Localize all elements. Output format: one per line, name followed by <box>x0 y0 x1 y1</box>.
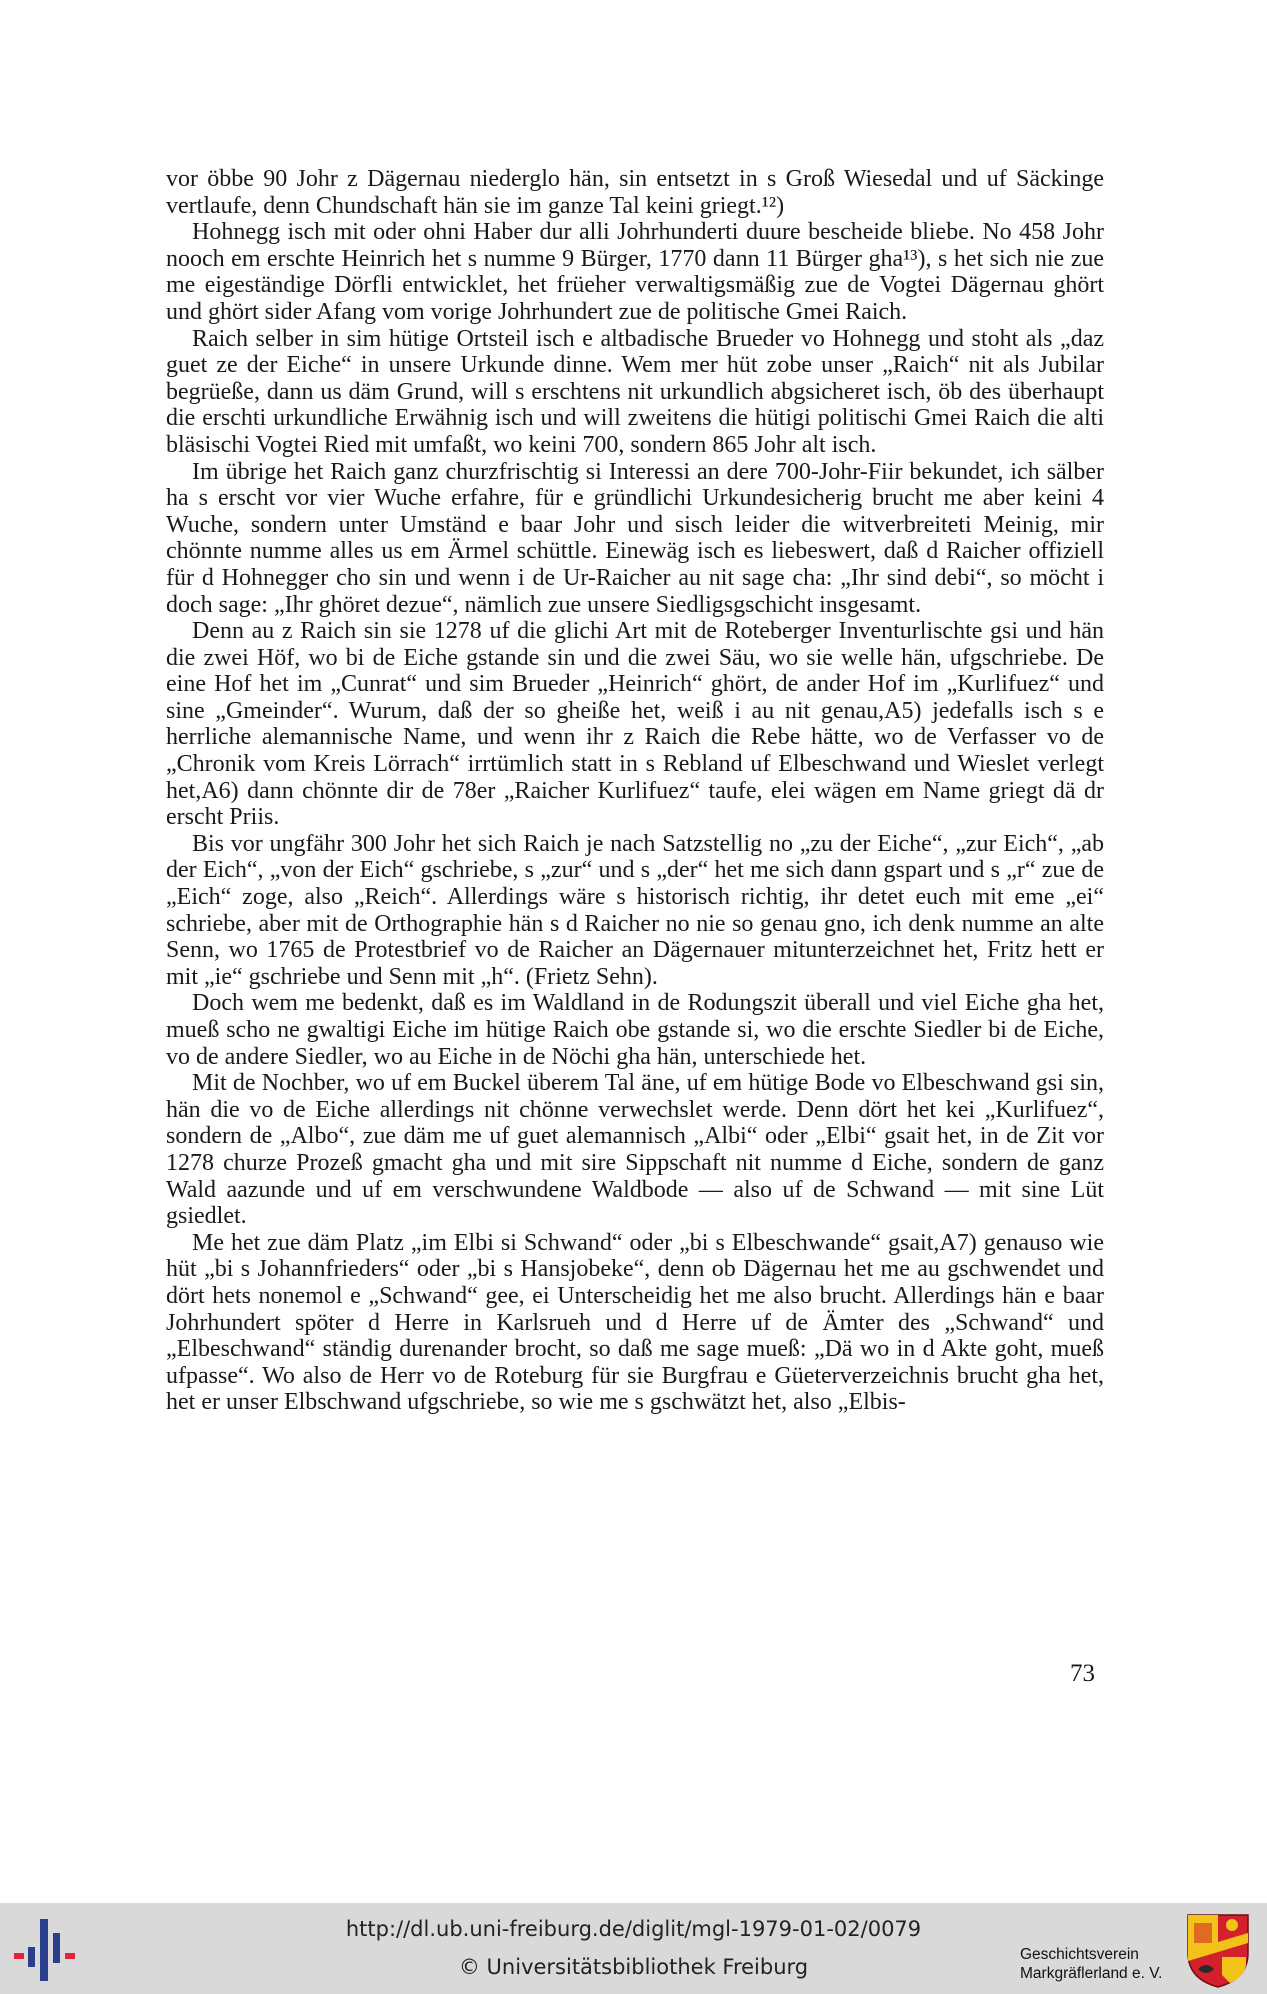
paragraph: vor öbbe 90 Johr z Dägernau niederglo hän, sin entsetzt in s Groß Wiesedal und uf Säckinge vertlaufe, denn Chundschaft hän sie im ganze Tal keini griegt.¹²) <box>166 166 1104 219</box>
page-number: 73 <box>1070 1660 1095 1687</box>
paragraph: Doch wem me bedenkt, daß es im Waldland in de Rodungszit überall und viel Eiche gha het, mueß scho ne gwaltigi Eiche im hütige Raich obe gstande si, wo die erschte Siedler bi de Eiche, vo de andere Siedler, wo au Eiche in de Nöchi gha hän, unterschiede het. <box>166 990 1104 1070</box>
copyright-notice: © Universitätsbibliothek Freiburg <box>458 1955 809 1979</box>
paragraph: Hohnegg isch mit oder ohni Haber dur alli Johrhunderti duure bescheide bliebe. No 458 Johr nooch em erschte Heinrich het s numme 9 Bürger, 1770 dann 11 Bürger gha¹³), s het sich nie zue me eigeständige Dörfli entwicklet, het früeher verwaltigsmäßig zue de Vogtei Dägernau ghört und ghört sider Afang vom vorige Johrhundert zue de politische Gmei Raich. <box>166 219 1104 325</box>
footer-bar <box>0 1903 1267 1994</box>
body-text <box>166 166 1104 1416</box>
paragraph: Denn au z Raich sin sie 1278 uf die glichi Art mit de Roteberger Inventurlischte gsi und hän die zwei Höf, wo bi de Eiche gstande sin und die zwei Säu, wo sie welle hän, ufgschriebe. De eine Hof het im „Cunrat“ und sim Brueder „Heinrich“ ghört, de ander Hof im „Kurlifuez“ und sine „Gmeinder“. Wurum, daß der so gheiße het, weiß i au nit genau,A5) jedefalls isch s e herrliche alemannische Name, und wenn ihr z Raich die Rebe hätte, wo de Verfasser vo de „Chronik vom Kreis Lörrach“ irrtümlich statt in s Rebland uf Elbeschwand und Wieslet verlegt het,A6) dann chönnte dir de 78er „Raicher Kurlifuez“ taufe, elei wägen em Name griegt dä dr erscht Priis. <box>166 618 1104 831</box>
paragraph: Bis vor ungfähr 300 Johr het sich Raich je nach Satzstellig no „zu der Eiche“, „zur Eich“, „ab der Eich“, „von der Eich“ gschriebe, s „zur“ und s „der“ het me sich dann gspart und s „r“ zue de „Eich“ zoge, also „Reich“. Allerdings wäre s historisch richtig, ihr detet euch mit eme „ei“ schriebe, aber mit de Orthographie hän s d Raicher no nie so genau gno, ich denk numme an alte Senn, wo 1765 de Protestbrief vo de Raicher an Dägernauer mitunterzeichnet het, Fritz hett er mit „ie“ gschriebe und Senn mit „h“. (Frietz Sehn). <box>166 830 1104 990</box>
source-url[interactable]: http://dl.ub.uni-freiburg.de/diglit/mgl-1979-01-02/0079 <box>345 1917 922 1941</box>
society-name <box>1020 1945 1190 1983</box>
paragraph: Me het zue däm Platz „im Elbi si Schwand“ oder „bi s Elbeschwande“ gsait,A7) genauso wie hüt „bi s Johannfrieders“ oder „bi s Hansjobeke“, denn ob Dägernau het me au gschwendet und dört hets nonemol e „Schwand“ gee, ei Unterscheidig het me also brucht. Allerdings hän e baar Johrhundert spöter d Herre in Karlsrueh und d Herre uf de Ämter des „Schwand“ und „Elbeschwand“ ständig durenander brocht, so daß me sage mueß: „Dä wo in d Akte goht, mueß ufpasse“. Wo also de Herr vo de Roteburg für sie Burgfrau e Güeterverzeichnis brucht gha het, het er unser Elbschwand ufgschriebe, so wie me s gschwätzt het, also „Elbis- <box>166 1229 1104 1416</box>
paragraph: Raich selber in sim hütige Ortsteil isch e altbadische Brueder vo Hohnegg und stoht als „daz guet ze der Eiche“ in unsere Urkunde dinne. Wem mer hüt zobe unser „Raich“ nit als Jubilar begrüeße, dann us däm Grund, will s erschtens nit urkundlich abgsicheret isch, öb des überhaupt die erschti urkundliche Erwähnig isch und will zweitens die hütigi politischi Gmei Raich die alti bläsischi Vogtei Ried mit umfaßt, wo keini 700, sondern 865 Johr alt isch. <box>166 325 1104 458</box>
paragraph: Mit de Nochber, wo uf em Buckel überem Tal äne, uf em hütige Bode vo Elbeschwand gsi sin, hän die vo de Eiche allerdings nit chönne verwechslet werde. Denn dört het kei „Kurlifuez“, sondern de „Albo“, zue däm me uf guet alemannisch „Albi“ oder „Elbi“ gsait het, in de Zit vor 1278 churze Prozeß gmacht gha und mit sire Sippschaft nit numme d Eiche, sondern de ganz Wald aazunde und uf em verschwundene Waldbode — also uf de Schwand — mit sine Lüt gsiedlet. <box>166 1070 1104 1230</box>
coat-of-arms-icon <box>1186 1913 1250 1989</box>
society-name-line1: Geschichtsverein <box>1020 1946 1139 1963</box>
society-name-line2: Markgräflerland e. V. <box>1020 1965 1163 1982</box>
paragraph: Im übrige het Raich ganz churzfrischtig si Interessi an dere 700-Johr-Fiir bekundet, ich sälber ha s erscht vor vier Wuche erfahre, für e gründlichi Urkundesicherig brucht me aber keini 4 Wuche, sondern unter Umständ e baar Johr und sisch leider die witverbreiteti Meinig, mir chönnte numme alles us em Ärmel schüttle. Einewäg isch es liebeswert, daß d Raicher offiziell für d Hohnegger cho sin und wenn i de Ur-Raicher au nit sage cha: „Ihr sind debi“, so möcht i doch sage: „Ihr ghöret dezue“, nämlich zue unsere Siedligsgschicht insgesamt. <box>166 458 1104 618</box>
